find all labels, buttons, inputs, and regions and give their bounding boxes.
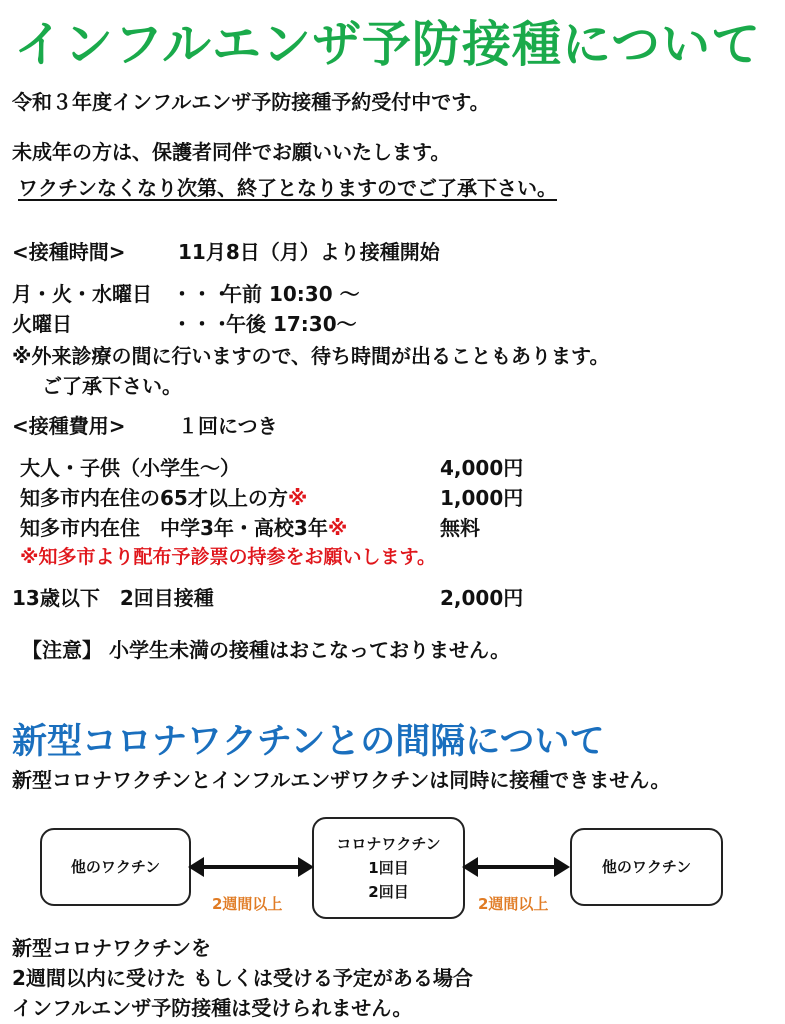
schedule-note: ※外来診療の間に行いますので、待ち時間が出ることもあります。	[12, 344, 610, 368]
fee-mark-students: ※	[327, 516, 348, 540]
fee-price-students: 無料	[440, 516, 480, 540]
schedule-heading: <接種時間>	[12, 240, 126, 264]
covid-vaccine-box	[312, 817, 465, 919]
caution-text: 【注意】 小学生未満の接種はおこなっておりません。	[22, 638, 511, 662]
other-vaccine-label-left: 他のワクチン	[70, 858, 161, 876]
second-dose-label: 13歳以下 2回目接種	[12, 586, 214, 610]
lead-text: 令和３年度インフルエンザ予防接種予約受付中です。	[12, 90, 490, 114]
covid-vaccine-label: コロナワクチン	[336, 835, 441, 853]
fee-mark-senior: ※	[287, 486, 308, 510]
schedule-row1-dots: ・・・	[172, 282, 232, 306]
schedule-row2-days: 火曜日	[12, 312, 72, 336]
covid-footer-line-3: インフルエンザ予防接種は受けられません。	[12, 996, 413, 1020]
interval-label-right: 2週間以上	[478, 895, 549, 913]
schedule-row2-dots: ・・・	[172, 312, 232, 336]
schedule-note-continued: ご了承下さい。	[42, 374, 182, 398]
double-arrow-right	[460, 853, 572, 881]
interval-label-left: 2週間以上	[212, 895, 283, 913]
double-arrow-left	[186, 853, 316, 881]
covid-section-title: 新型コロナワクチンとの間隔について	[12, 722, 605, 762]
fee-label-students: 知多市内在住 中学3年・高校3年※	[20, 516, 348, 540]
schedule-start: 11月8日（月）より接種開始	[178, 240, 440, 264]
schedule-row2-time: 午後 17:30～	[226, 312, 357, 336]
fee-label-senior: 知多市内在住の65才以上の方※	[20, 486, 308, 510]
fee-price-adult-child: 4,000円	[440, 456, 524, 480]
other-vaccine-box-left	[40, 828, 191, 906]
covid-footer-line-1: 新型コロナワクチンを	[12, 936, 211, 960]
schedule-row1-days: 月・火・水曜日	[12, 282, 152, 306]
fee-label-adult-child: 大人・子供（小学生～）	[20, 456, 240, 480]
fees-per: １回につき	[178, 414, 278, 438]
second-dose-price: 2,000円	[440, 586, 524, 610]
first-dose-label: 1回目	[368, 859, 409, 877]
fee-price-senior: 1,000円	[440, 486, 524, 510]
fees-heading: <接種費用>	[12, 414, 126, 438]
covid-footer-line-2: 2週間以内に受けた もしくは受ける予定がある場合	[12, 966, 473, 990]
minors-notice: 未成年の方は、保護者同伴でお願いいたします。	[12, 140, 451, 164]
covid-lead: 新型コロナワクチンとインフルエンザワクチンは同時に接種できません。	[12, 768, 671, 792]
vaccine-end-notice: ワクチンなくなり次第、終了となりますのでご了承下さい。	[18, 176, 557, 200]
second-dose-box-label: 2回目	[368, 883, 409, 901]
other-vaccine-label-right: 他のワクチン	[601, 858, 692, 876]
fee-red-note: ※知多市より配布予診票の持参をお願いします。	[20, 546, 436, 568]
schedule-row1-time: 午前 10:30 ～	[222, 282, 360, 306]
other-vaccine-box-right	[570, 828, 723, 906]
page-title: インフルエンザ予防接種について	[14, 16, 762, 73]
